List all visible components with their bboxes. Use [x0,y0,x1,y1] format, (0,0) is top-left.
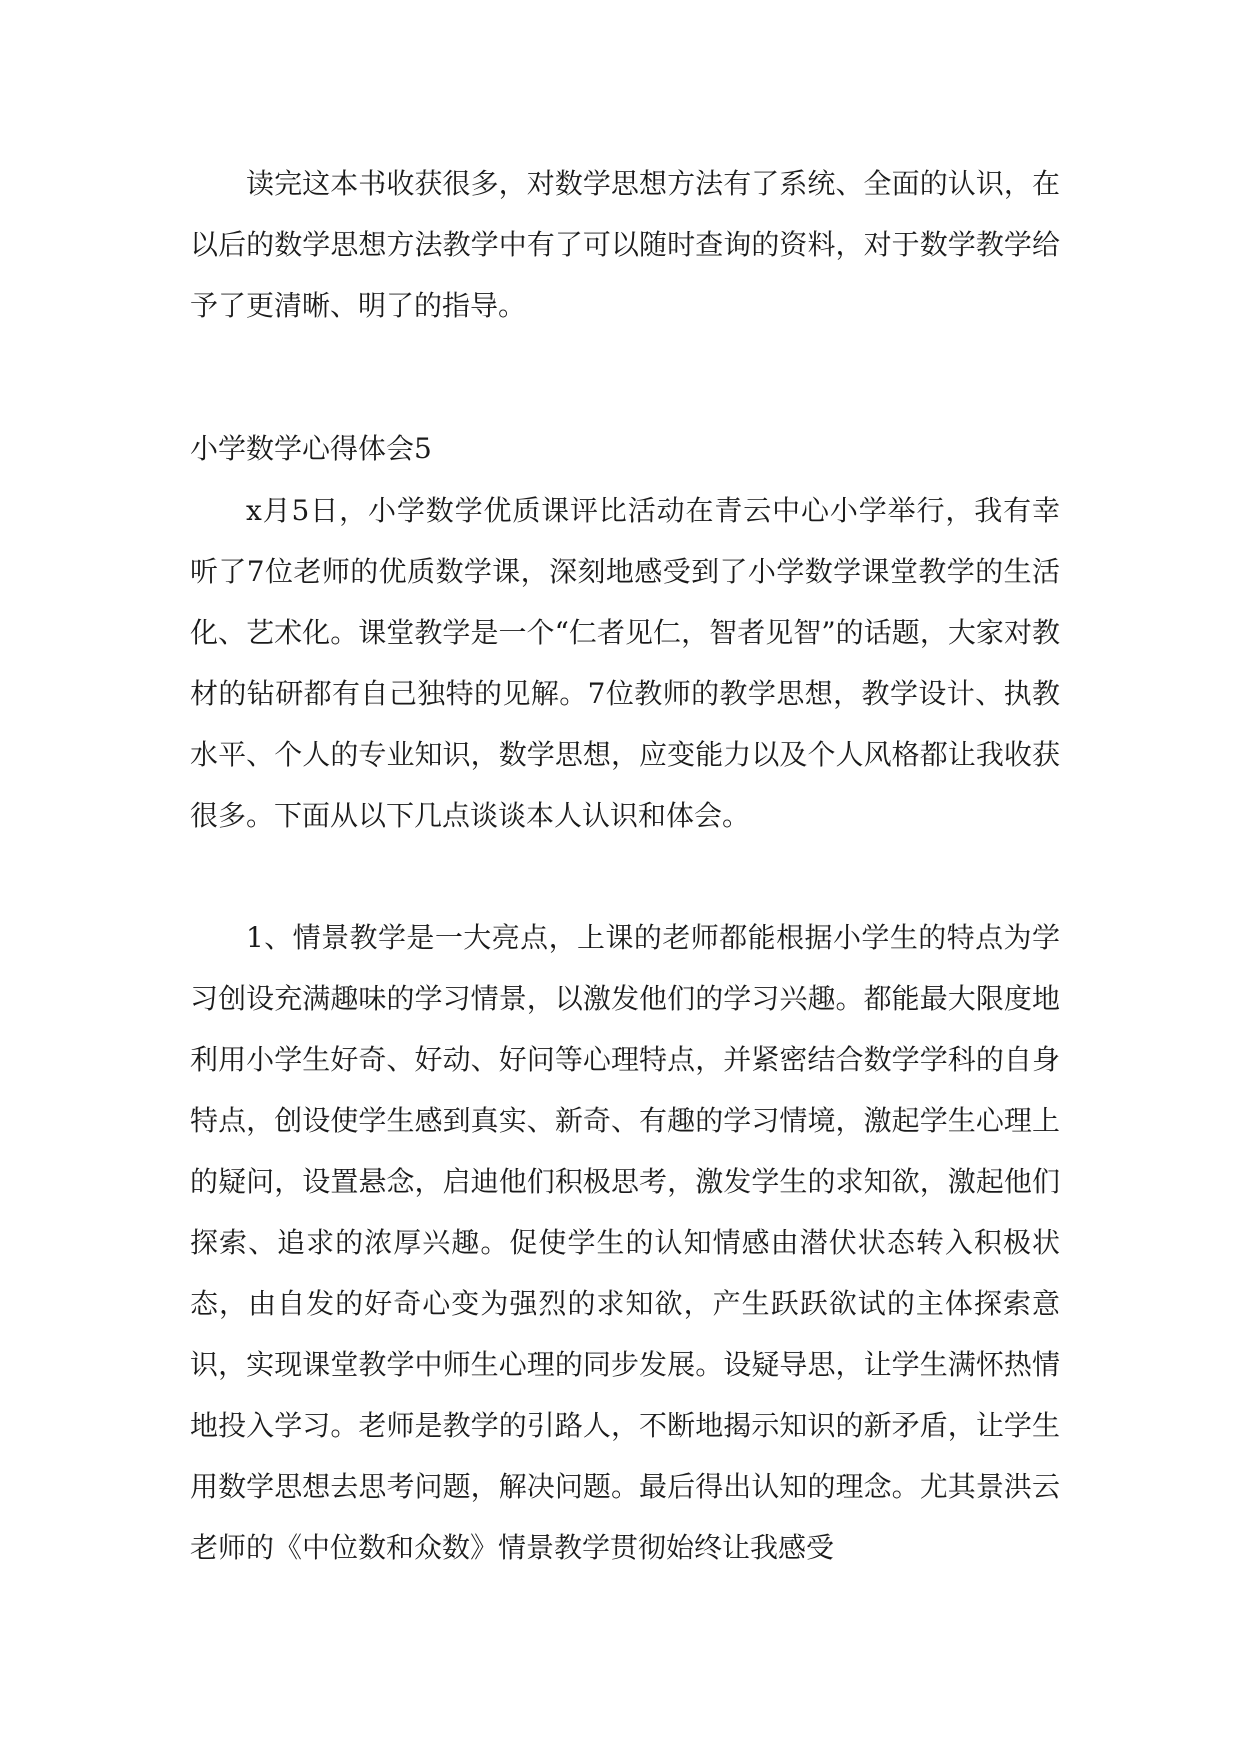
point-one-paragraph: 1、情景教学是一大亮点，上课的老师都能根据小学生的特点为学习创设充满趣味的学习情景，以激发他们的学习兴趣。都能最大限度地利用小学生好奇、好动、好问等心理特点，并紧密结合数学学科的自身特点，创设使学生感到真实、新奇、有趣的学习情境，激起学生心理上的疑问，设置悬念，启迪他们积极思考，激发学生的求知欲，激起他们探索、追求的浓厚兴趣。促使学生的认知情感由潜伏状态转入积极状态，由自发的好奇心变为强烈的求知欲，产生跃跃欲试的主体探索意识，实现课堂教学中师生心理的同步发展。设疑导思，让学生满怀热情地投入学习。老师是教学的引路人，不断地揭示知识的新矛盾，让学生用数学思想去思考问题，解决问题。最后得出认知的理念。尤其景洪云老师的《中位数和众数》情景教学贯彻始终让我感受 [190,921,1060,1564]
section-heading: 小学数学心得体会5 [190,432,432,465]
event-paragraph: x月5日，小学数学优质课评比活动在青云中心小学举行，我有幸听了7位老师的优质数学课，深刻地感受到了小学数学课堂教学的生活化、艺术化。课堂教学是一个“仁者见仁，智者见智”的话题，大家对教材的钻研都有自己独特的见解。7位教师的教学思想，教学设计、执教水平、个人的专业知识，数学思想，应变能力以及个人风格都让我收获很多。下面从以下几点谈谈本人认识和体会。 [190,494,1060,832]
intro-paragraph: 读完这本书收获很多，对数学思想方法有了系统、全面的认识，在以后的数学思想方法教学中有了可以随时查询的资料，对于数学教学给予了更清晰、明了的指导。 [190,167,1060,322]
